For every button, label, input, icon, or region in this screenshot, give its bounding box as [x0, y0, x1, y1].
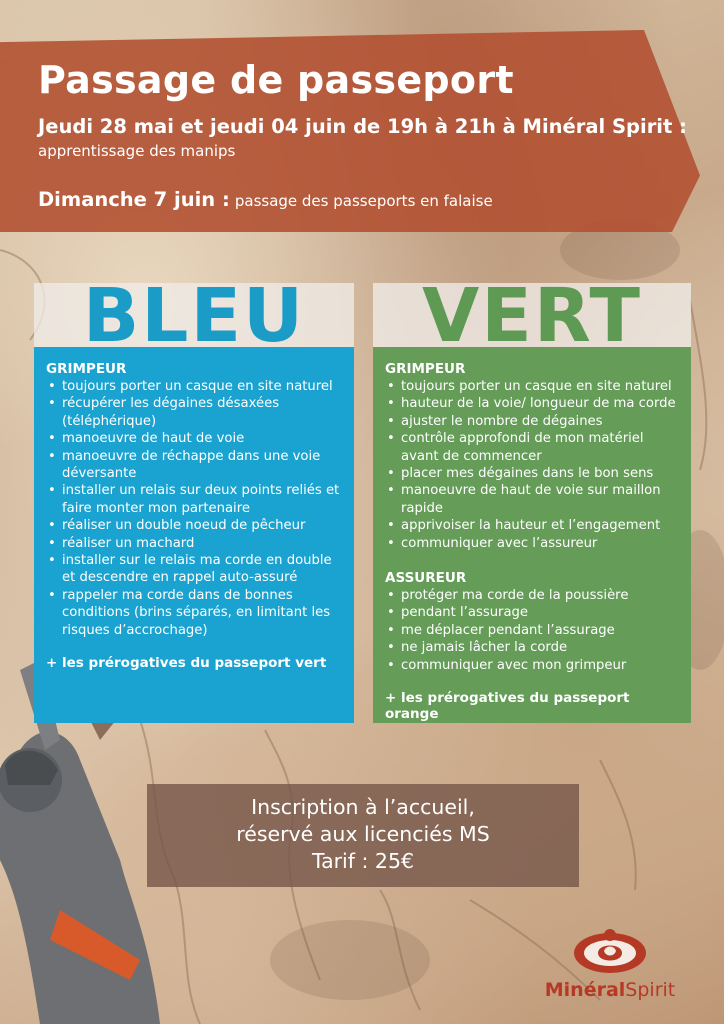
sunday-day: Dimanche 7 juin :: [38, 188, 230, 211]
list-item: • toujours porter un casque en site naturel: [46, 378, 342, 395]
inscription-price: Tarif : 25€: [311, 849, 415, 873]
vert-prerogatives: + les prérogatives du passeport orange: [385, 690, 630, 723]
list-item: • apprivoiser la hauteur et l’engagement: [385, 517, 679, 534]
bleu-prerogatives: + les prérogatives du passeport vert: [46, 655, 327, 672]
logo-word-2: Spirit: [625, 979, 676, 1001]
spacer: [385, 552, 679, 566]
vert-heading-box: [373, 283, 691, 347]
session-dates: Jeudi 28 mai et jeudi 04 juin de 19h à 21h à Minéral Spirit :: [38, 115, 687, 138]
list-item: • installer un relais sur deux points reliés et faire monter mon partenaire: [46, 482, 342, 517]
bleu-list: [46, 378, 342, 639]
list-item: • me déplacer pendant l’assurage: [385, 622, 679, 639]
list-item: • manoeuvre de haut de voie sur maillon rapide: [385, 482, 679, 517]
list-item: • toujours porter un casque en site naturel: [385, 378, 679, 395]
list-item: • pendant l’assurage: [385, 604, 679, 621]
vert-grimpeur-title: GRIMPEUR: [385, 361, 466, 377]
vert-assureur-title: ASSUREUR: [385, 570, 467, 587]
list-item: • réaliser un double noeud de pêcheur: [46, 517, 342, 534]
vert-grimpeur-list: [385, 378, 679, 552]
logo-word-1: Minéral: [544, 979, 626, 1001]
list-item: • manoeuvre de haut de voie: [46, 430, 342, 447]
logo-mark-icon: [570, 927, 650, 975]
list-item: • réaliser un machard: [46, 535, 342, 552]
list-item: • installer sur le relais ma corde en double et descendre en rappel auto-assuré: [46, 552, 342, 587]
list-item: • protéger ma corde de la poussière: [385, 587, 679, 604]
list-item: • récupérer les dégaines désaxées (téléphérique): [46, 395, 342, 430]
list-item: • contrôle approfondi de mon matériel avant de commencer: [385, 430, 679, 465]
inscription-line-1: Inscription à l’accueil,: [251, 795, 475, 819]
page-title: Passage de passeport: [38, 58, 514, 102]
bleu-heading-box: [34, 283, 354, 347]
inscription-box: [147, 784, 579, 887]
list-item: • ne jamais lâcher la corde: [385, 639, 679, 656]
bleu-heading: BLEU: [82, 283, 306, 347]
list-item: • ajuster le nombre de dégaines: [385, 413, 679, 430]
list-item: • communiquer avec mon grimpeur: [385, 657, 679, 674]
bleu-panel: [34, 347, 354, 723]
vert-assureur-list: [385, 587, 679, 674]
session-note: apprentissage des manips: [38, 142, 236, 160]
list-item: • placer mes dégaines dans le bon sens: [385, 465, 679, 482]
vert-panel: [373, 347, 691, 723]
sunday-desc: passage des passeports en falaise: [234, 192, 493, 210]
list-item: • communiquer avec l’assureur: [385, 535, 679, 552]
bleu-section-title: GRIMPEUR: [46, 361, 127, 377]
inscription-line-2: réservé aux licenciés MS: [236, 822, 490, 846]
list-item: • rappeler ma corde dans de bonnes conditions (brins séparés, en limitant les risques d’accrochage): [46, 587, 342, 639]
mineral-spirit-logo[interactable]: [520, 925, 700, 1005]
list-item: • hauteur de la voie/ longueur de ma corde: [385, 395, 679, 412]
vert-heading: VERT: [422, 283, 642, 347]
list-item: • manoeuvre de réchappe dans une voie déversante: [46, 448, 342, 483]
sunday-line: [38, 188, 493, 211]
logo-wordmark: [520, 979, 700, 1001]
